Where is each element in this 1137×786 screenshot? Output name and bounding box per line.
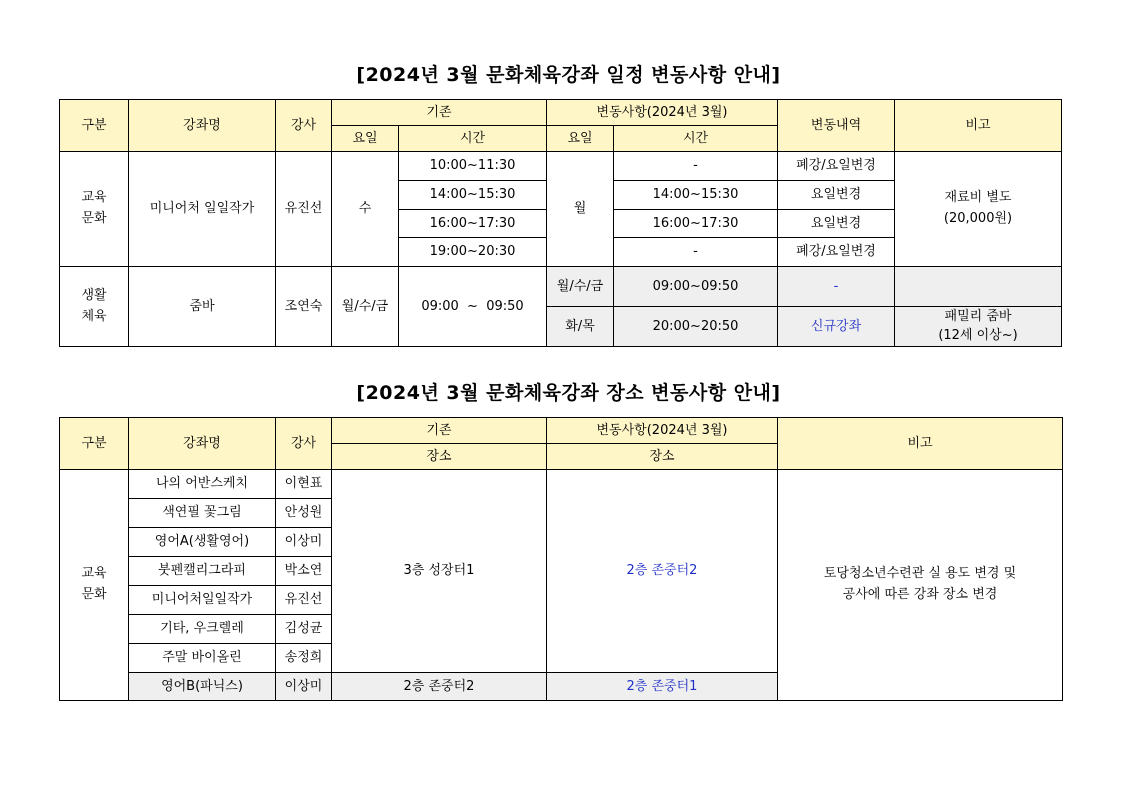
course-name-cell: 붓펜캘리그라피: [129, 557, 276, 586]
header-teacher: 강사: [276, 418, 332, 470]
old-time-cell: 10:00~11:30: [399, 152, 547, 181]
teacher-cell: 안성원: [276, 499, 332, 528]
new-place-cell: 2층 존중터1: [547, 673, 778, 701]
new-time-cell: -: [614, 238, 778, 267]
header-old-place: 장소: [332, 444, 547, 470]
header-changes: 변동사항(2024년 3월): [547, 418, 778, 444]
old-place-cell: 2층 존중터2: [332, 673, 547, 701]
location-change-title: [2024년 3월 문화체육강좌 장소 변동사항 안내]: [356, 382, 781, 404]
change-detail-cell: 신규강좌: [778, 307, 895, 347]
change-detail-cell: 폐강/요일변경: [778, 152, 895, 181]
header-existing: 기존: [332, 100, 547, 126]
change-detail-cell: -: [778, 267, 895, 307]
new-day-cell: 월/수/금: [547, 267, 614, 307]
change-detail-cell: 폐강/요일변경: [778, 238, 895, 267]
new-time-cell: -: [614, 152, 778, 181]
course-name-cell: 나의 어반스케치: [129, 470, 276, 499]
note-cell: 재료비 별도 (20,000원): [895, 152, 1062, 267]
course-name-cell: 주말 바이올린: [129, 644, 276, 673]
change-detail-cell: 요일변경: [778, 181, 895, 210]
header-gubun: 구분: [60, 418, 129, 470]
header-course-name: 강좌명: [129, 418, 276, 470]
teacher-cell: 이상미: [276, 528, 332, 557]
header-teacher: 강사: [276, 100, 332, 152]
header-change-detail: 변동내역: [778, 100, 895, 152]
header-course-name: 강좌명: [129, 100, 276, 152]
note-cell: [895, 267, 1062, 307]
old-time-cell: 16:00~17:30: [399, 210, 547, 238]
header-changes: 변동사항(2024년 3월): [547, 100, 778, 126]
header-gubun: 구분: [60, 100, 129, 152]
new-time-cell: 20:00~20:50: [614, 307, 778, 347]
header-day: 요일: [332, 126, 399, 152]
header-new-place: 장소: [547, 444, 778, 470]
header-time: 시간: [399, 126, 547, 152]
change-detail-cell: 요일변경: [778, 210, 895, 238]
new-time-cell: 16:00~17:30: [614, 210, 778, 238]
note-cell: 패밀리 줌바 (12세 이상~): [895, 307, 1062, 347]
teacher-cell: 이현표: [276, 470, 332, 499]
old-day-cell: 월/수/금: [332, 267, 399, 347]
course-name-cell: 미니어처일일작가: [129, 586, 276, 615]
header-new-time: 시간: [614, 126, 778, 152]
teacher-cell: 송정희: [276, 644, 332, 673]
new-place-cell: 2층 존중터2: [547, 470, 778, 673]
course-name-cell: 영어A(생활영어): [129, 528, 276, 557]
course-name-cell: 색연필 꽃그림: [129, 499, 276, 528]
teacher-cell: 박소연: [276, 557, 332, 586]
teacher-cell: 김성균: [276, 615, 332, 644]
new-time-cell: 09:00~09:50: [614, 267, 778, 307]
course-name-cell: 미니어처 일일작가: [129, 152, 276, 267]
course-name-cell: 영어B(파닉스): [129, 673, 276, 701]
header-new-day: 요일: [547, 126, 614, 152]
note-cell: 토당청소년수련관 실 용도 변경 및 공사에 따른 강좌 장소 변경: [778, 470, 1063, 701]
old-place-cell: 3층 성장터1: [332, 470, 547, 673]
header-existing: 기존: [332, 418, 547, 444]
header-note: 비고: [778, 418, 1063, 470]
location-change-table: [59, 417, 1063, 701]
gubun-cell: 교육 문화: [60, 152, 129, 267]
old-time-cell: 14:00~15:30: [399, 181, 547, 210]
gubun-cell: 교육 문화: [60, 470, 129, 701]
course-name-cell: 기타, 우크렐레: [129, 615, 276, 644]
gubun-cell: 생활 체육: [60, 267, 129, 347]
new-time-cell: 14:00~15:30: [614, 181, 778, 210]
teacher-cell: 조연숙: [276, 267, 332, 347]
teacher-cell: 유진선: [276, 586, 332, 615]
schedule-change-table: [59, 99, 1062, 347]
new-day-cell: 화/목: [547, 307, 614, 347]
course-name-cell: 줌바: [129, 267, 276, 347]
schedule-change-title: [2024년 3월 문화체육강좌 일정 변동사항 안내]: [356, 64, 781, 86]
old-day-cell: 수: [332, 152, 399, 267]
teacher-cell: 유진선: [276, 152, 332, 267]
old-time-cell: 09:00 ~ 09:50: [399, 267, 547, 347]
new-day-cell: 월: [547, 152, 614, 267]
teacher-cell: 이상미: [276, 673, 332, 701]
old-time-cell: 19:00~20:30: [399, 238, 547, 267]
header-note: 비고: [895, 100, 1062, 152]
